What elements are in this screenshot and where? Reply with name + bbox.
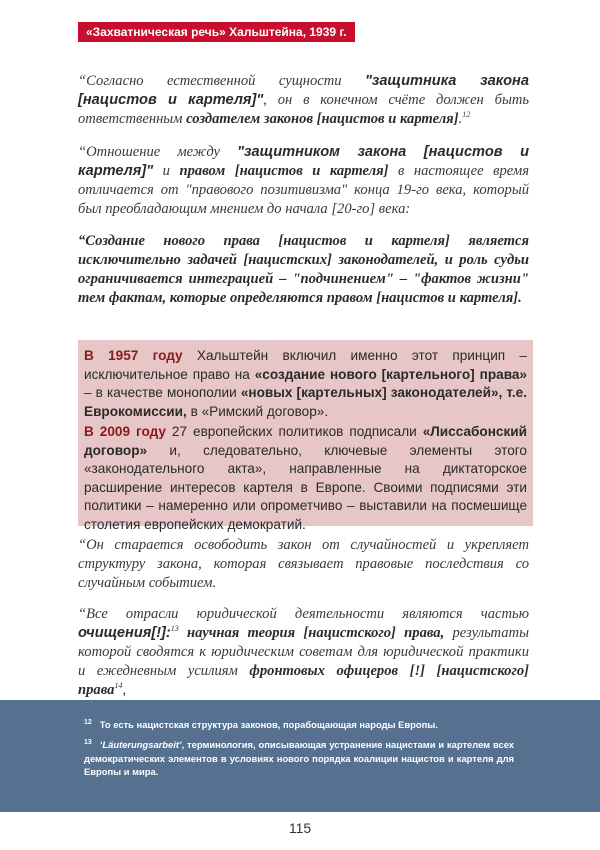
text-span: и xyxy=(153,163,180,179)
text-span: в «Римский договор». xyxy=(186,403,329,419)
text-span: 27 европейских политиков подписали xyxy=(165,424,423,439)
footnote-number: 13 xyxy=(84,738,92,746)
box-paragraph-2009 xyxy=(78,423,533,534)
footnote-ref-14[interactable]: 14 xyxy=(114,681,123,691)
footnote-text: То есть нацистская структура законов, порабощающая народы Европы. xyxy=(99,719,438,730)
quote-paragraph-2 xyxy=(78,143,529,219)
emphasis-text: "защитника закона [нацистов и картеля]" xyxy=(78,73,529,108)
footnote-ref-12[interactable]: 12 xyxy=(462,110,471,120)
text-span: . xyxy=(458,111,463,127)
emphasis-text: "защитником закона [нацистов и картеля]" xyxy=(78,144,529,179)
text-span: “Отношение между xyxy=(78,144,238,160)
year-label-1957: В 1957 году xyxy=(84,348,183,363)
text-span: “Согласно естественной сущности xyxy=(78,73,365,89)
emphasis-text: «Лиссабонский договор» xyxy=(84,424,527,458)
emphasis-text: научная теория [нацистского] права, xyxy=(178,625,445,641)
text-span: , он в конечном счёте должен быть ответственным xyxy=(78,92,530,127)
footnote-12 xyxy=(84,718,514,732)
text-span: , xyxy=(122,682,127,698)
emphasis-text: правом [нацистов и картеля] xyxy=(179,163,389,179)
text-span: “Все отрасли юридической деятельности являются частью xyxy=(78,606,529,622)
footnote-ref-13[interactable]: 13 xyxy=(170,624,179,634)
chapter-header-tag: «Захватническая речь» Хальштейна, 1939 г. xyxy=(78,22,355,42)
emphasis-text: создателем законов [нацистов и картеля] xyxy=(186,111,459,127)
text-span: Хальштейн включил именно этот принцип – исключительное право на xyxy=(84,348,527,382)
emphasis-text: «новых [картельных] законодателей», т.е. Еврокомиссии, xyxy=(84,385,528,419)
year-label-2009: В 2009 году xyxy=(84,424,166,439)
quote-paragraph-4: “Он старается освободить закон от случайностей и укрепляет структуру закона, которая связывает правовые последствия со случайным событием. xyxy=(78,537,529,591)
emphasis-text: очищения[!]: xyxy=(78,625,171,641)
quote-paragraph-5 xyxy=(78,605,529,700)
box-paragraph-1957 xyxy=(78,340,533,421)
text-span: в настоящее время отличается от "правового позитивизма" конца 19-го века, который был преобладающим мнением до начала [20-го] века: xyxy=(78,163,529,217)
quote-paragraph-1 xyxy=(78,72,529,129)
text-span: и, следовательно, ключевые элементы этого «законодательного акта», направленные на диктаторское расширение интересов картеля в Европе. Своими подписями эти политики – намеренно или опрометчиво – выставили на посмешище столетия европейских демократий. xyxy=(84,442,527,532)
footnote-number: 12 xyxy=(84,718,92,726)
text-span: результаты которой сводятся к юридическим советам для юридической практики и ежедневным усилиям xyxy=(78,625,529,679)
emphasis-text: «создание нового [картельного] права» xyxy=(254,366,527,382)
quote-paragraph-3: “Создание нового права [нацистов и картеля] является исключительно задачей [нацистских] законодателей, и роль судьи ограничивается интеграцией – "подчинением" – "фактов жизни" тем фактам, которые определяются правом [нацистов и картеля]. xyxy=(78,233,529,306)
footnote-13 xyxy=(84,738,514,779)
page-number: 115 xyxy=(288,820,312,836)
footnote-text: , терминология, описывающая устранение нацистами и картелем всех демократических элементов в условиях нового порядка коалиции нацистов и картеля для Европы и мира. xyxy=(84,739,514,777)
emphasis-text: фронтовых офицеров [!] [нацистского] права xyxy=(78,663,530,698)
footnote-term: ‘Läuterungsarbeit’ xyxy=(99,739,182,750)
highlight-box xyxy=(78,340,533,532)
text-span: – в качестве монополии xyxy=(84,385,241,400)
